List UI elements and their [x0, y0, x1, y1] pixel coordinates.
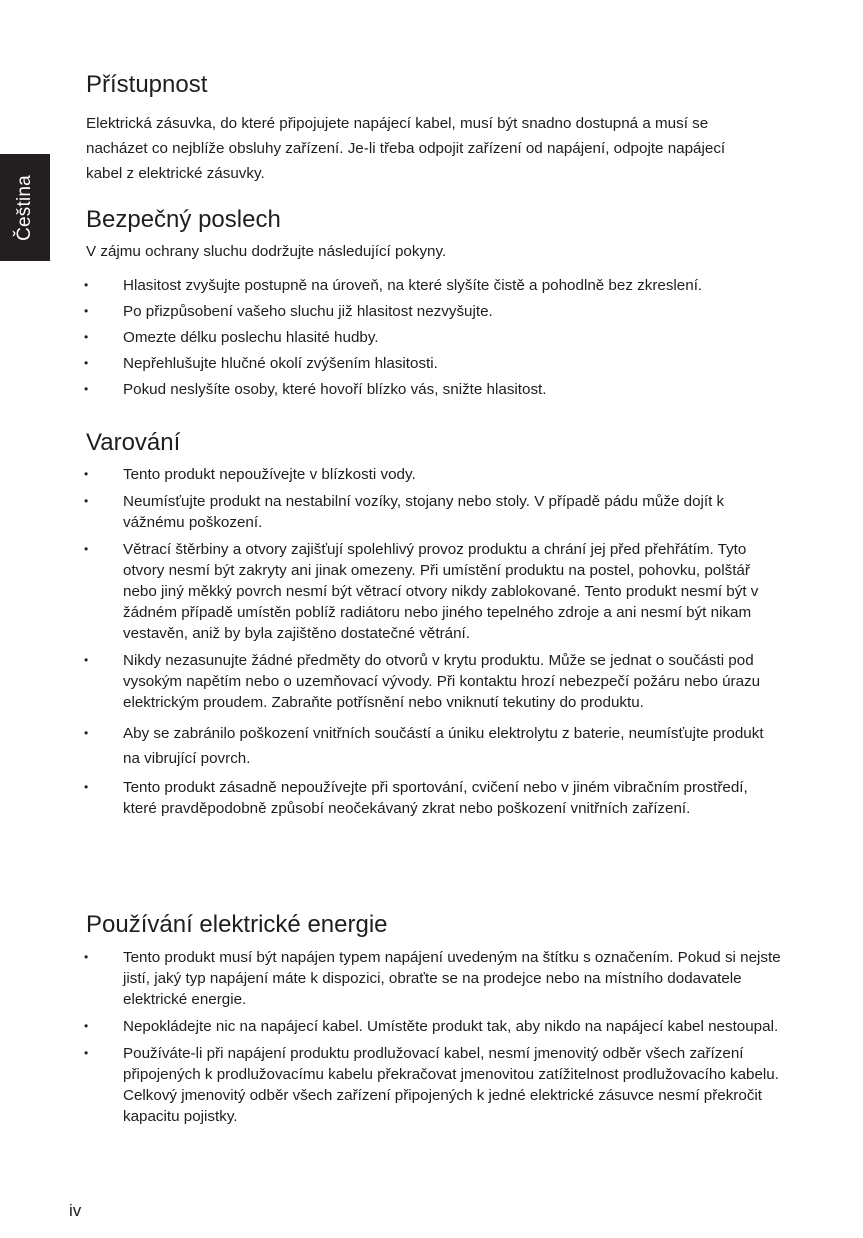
- bullet-icon: •: [84, 494, 89, 508]
- list-item-text: Větrací štěrbiny a otvory zajišťují spolehlivý provoz produktu a chrání jej před přehřátím. Tyto otvory nesmí být zakryty ani jinak omezeny. Při umístění produktu na postel, pohovku, polštář nebo jiný měkký povrch nesmí být větrací otvory nikdy zablokované. Tento produkt nesmí být v žádném případě umístěn poblíž radiátoru nebo jiného tepelného zdroje a ani nesmí být nikam vestavěn, aniž by byla zajištěno dostatečné větrání.: [123, 541, 759, 642]
- bullet-icon: •: [84, 467, 89, 481]
- bullet-icon: •: [84, 304, 89, 318]
- list-item-text: Aby se zabránilo poškození vnitřních součástí a úniku elektrolytu z baterie, neumísťujte produkt na vibrující povrch.: [123, 725, 764, 767]
- section-title-warnings: Varování: [86, 429, 181, 456]
- list-item-text: Pokud neslyšíte osoby, které hovoří blízko vás, snižte hlasitost.: [123, 381, 547, 398]
- bullet-icon: •: [84, 278, 89, 292]
- list-item-text: Nepokládejte nic na napájecí kabel. Umístěte produkt tak, aby nikdo na napájecí kabel nestoupal.: [123, 1018, 779, 1035]
- section-title-power: Používání elektrické energie: [86, 911, 388, 938]
- language-side-tab: [0, 154, 50, 261]
- list-item-text: Neumísťujte produkt na nestabilní vozíky, stojany nebo stoly. V případě pádu může dojít k vážnému poškození.: [123, 493, 725, 531]
- list-item: [86, 947, 781, 1010]
- list-item: [86, 721, 781, 771]
- list-item: [86, 464, 781, 485]
- list-item-text: Omezte délku poslechu hlasité hudby.: [123, 329, 379, 346]
- list-item-text: Tento produkt nepoužívejte v blízkosti vody.: [123, 466, 416, 483]
- accessibility-paragraph: Elektrická zásuvka, do které připojujete napájecí kabel, musí být snadno dostupná a musí se nacházet co nejblíže obsluhy zařízení. Je-li třeba odpojit zařízení od napájení, odpojte napájecí kabel z elektrické zásuvky.: [86, 115, 726, 182]
- list-item: [86, 650, 781, 713]
- page-number: iv: [69, 1201, 82, 1220]
- list-item: [86, 539, 781, 644]
- list-item: [86, 353, 786, 374]
- bullet-icon: •: [84, 780, 89, 794]
- list-item-text: Po přizpůsobení vašeho sluchu již hlasitost nezvyšujte.: [123, 303, 493, 320]
- list-item: [86, 275, 786, 296]
- warnings-list: [86, 464, 781, 819]
- list-item: [86, 491, 781, 533]
- list-item-text: Tento produkt zásadně nepoužívejte při sportování, cvičení nebo v jiném vibračním prostředí, které pravděpodobně způsobí neočekávaný zkrat nebo poškození vnitřních zařízení.: [123, 779, 748, 817]
- list-item-text: Hlasitost zvyšujte postupně na úroveň, na které slyšíte čistě a pohodlně bez zkreslení.: [123, 277, 703, 294]
- bullet-icon: •: [84, 356, 89, 370]
- power-list: [86, 947, 781, 1127]
- bullet-icon: •: [84, 382, 89, 396]
- bullet-icon: •: [84, 330, 89, 344]
- list-item: [86, 777, 781, 819]
- bullet-icon: •: [84, 726, 89, 740]
- bullet-icon: •: [84, 1046, 89, 1060]
- language-label: Čeština: [14, 174, 36, 241]
- safe-listening-list: [86, 275, 786, 400]
- list-item-text: Tento produkt musí být napájen typem napájení uvedeným na štítku s označením. Pokud si nejste jistí, jaký typ napájení máte k dispozici, obraťte se na prodejce nebo na místního dodavatele elektrické energie.: [123, 949, 781, 1008]
- list-item: [86, 1016, 781, 1037]
- section-title-accessibility: Přístupnost: [86, 71, 208, 98]
- section-title-safe-listening: Bezpečný poslech: [86, 206, 281, 233]
- safe-listening-intro: V zájmu ochrany sluchu dodržujte následující pokyny.: [86, 243, 447, 260]
- list-item: [86, 1043, 781, 1127]
- list-item-text: Nepřehlušujte hlučné okolí zvýšením hlasitosti.: [123, 355, 438, 372]
- list-item: [86, 301, 786, 322]
- list-item-text: Nikdy nezasunujte žádné předměty do otvorů v krytu produktu. Může se jednat o součásti pod vysokým napětím nebo o uzemňovací vývody. Při kontaktu hrozí nebezpečí požáru nebo úrazu elektrickým proudem. Zabraňte potřísnění nebo vniknutí tekutiny do produktu.: [123, 652, 761, 711]
- bullet-icon: •: [84, 653, 89, 667]
- bullet-icon: •: [84, 542, 89, 556]
- list-item: [86, 327, 786, 348]
- bullet-icon: •: [84, 950, 89, 964]
- bullet-icon: •: [84, 1019, 89, 1033]
- list-item-text: Používáte-li při napájení produktu prodlužovací kabel, nesmí jmenovitý odběr všech zařízení připojených k prodlužovacímu kabelu překračovat jmenovitou zatížitelnost prodlužovacího kabelu. Celkový jmenovitý odběr všech zařízení připojených k jedné elektrické zásuvce nesmí překročit kapacitu pojistky.: [123, 1045, 779, 1125]
- list-item: [86, 379, 786, 400]
